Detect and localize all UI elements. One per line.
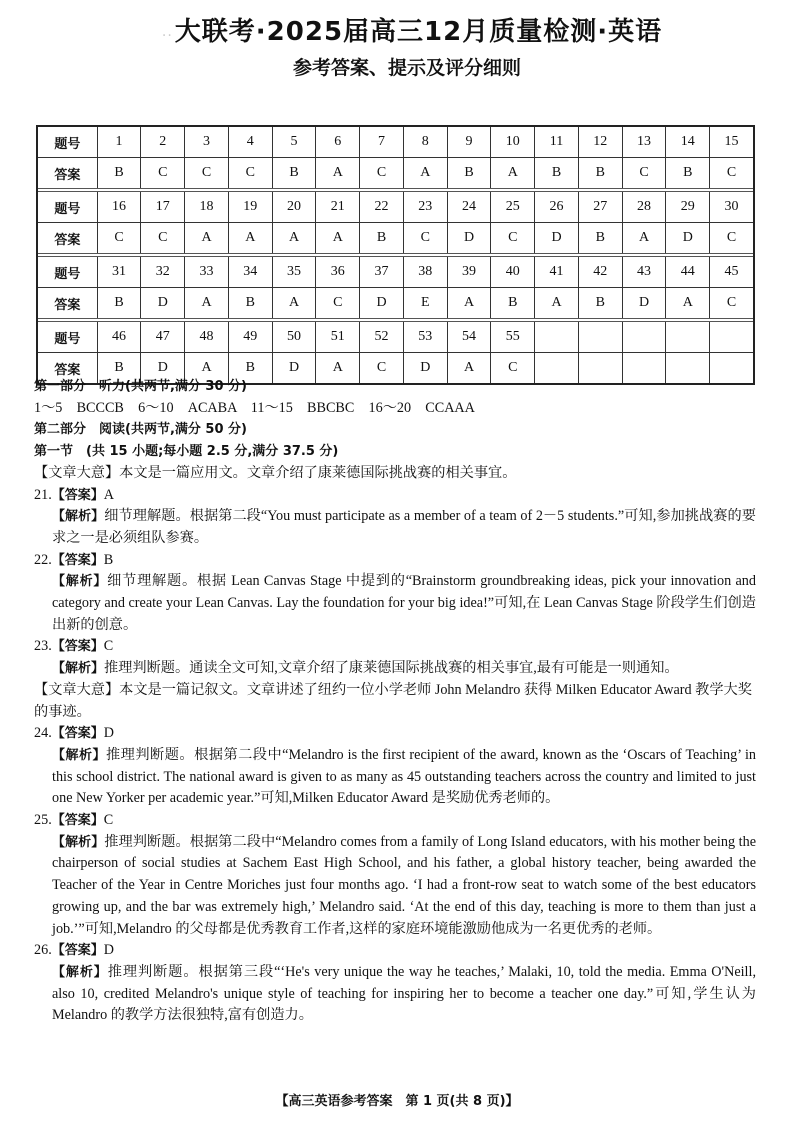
part1-heading: 第一部分 听力(共两节,满分 30 分) (34, 379, 247, 394)
answer-tag: 【答案】 (51, 726, 104, 742)
question-number-cell: 3 (184, 127, 228, 157)
analysis-text: 推理判断题。通读全文可知,文章介绍了康莱德国际挑战赛的相关事宜,最有可能是一则通知。 (104, 660, 679, 677)
answer-cell: C (184, 158, 228, 188)
question-number-cell: 37 (359, 257, 403, 287)
q24-analysis (34, 745, 756, 810)
part2-heading: 第二部分 阅读(共两节,满分 50 分) (34, 422, 247, 438)
answer-cell: C (140, 223, 184, 253)
question-number-cell: 33 (184, 257, 228, 287)
question-number-cell: 1 (97, 127, 141, 157)
summary-text: 本文是一篇记叙文。文章讲述了纽约一位小学老师 John Melandro 获得 Milken Educator Award 教学大奖的事迹。 (34, 681, 752, 720)
q21-analysis (34, 506, 756, 549)
question-number-row (38, 192, 753, 222)
answer-cell: C (228, 158, 272, 188)
row-label: 题号 (54, 331, 81, 347)
answer-row (38, 222, 753, 253)
answer-cell: C (709, 223, 753, 253)
question-number-row (38, 127, 753, 157)
question-number-cell: 14 (665, 127, 709, 157)
row-label: 题号 (54, 201, 81, 217)
answer-row (38, 157, 753, 188)
answer-cell: C (359, 353, 403, 383)
question-number-cell (709, 322, 753, 352)
answer-block (38, 253, 753, 318)
analysis-tag: 【解析】 (52, 964, 108, 980)
section1-heading: 第一节 (共 15 小题;每小题 2.5 分,满分 37.5 分) (34, 444, 339, 460)
answer-cell: C (359, 158, 403, 188)
answer-cell: A (272, 288, 316, 318)
answer-cell: D (140, 353, 184, 383)
answer-cell: A (447, 353, 491, 383)
question-number-cell: 31 (97, 257, 141, 287)
part1-answers: 1～5 BCCCB 6～10 ACABA 11～15 BBCBC 16～20 CCAAA (34, 399, 475, 416)
question-number-cell (622, 322, 666, 352)
question-number: 25. (34, 812, 52, 829)
summary-text: 本文是一篇应用文。文章介绍了康莱德国际挑战赛的相关事宜。 (119, 464, 517, 481)
answer-cell: B (272, 158, 316, 188)
question-number-cell: 49 (228, 322, 272, 352)
question-number-cell: 41 (534, 257, 578, 287)
passage-b-summary (34, 680, 756, 723)
answer-tag: 【答案】 (51, 813, 104, 829)
answer-tag: 【答案】 (51, 943, 104, 959)
answer-cell: A (447, 288, 491, 318)
question-number-cell: 46 (97, 322, 141, 352)
answer-tag: 【答案】 (51, 639, 104, 655)
row-label: 答案 (54, 232, 81, 248)
question-number-cell: 36 (315, 257, 359, 287)
answer-cell: D (403, 353, 447, 383)
question-number-cell: 19 (228, 192, 272, 222)
question-number-row (38, 257, 753, 287)
question-number-cell: 2 (140, 127, 184, 157)
question-number-cell: 20 (272, 192, 316, 222)
question-number-cell: 18 (184, 192, 228, 222)
answer-block (38, 318, 753, 383)
answer-cell: B (359, 223, 403, 253)
analysis-text: 细节理解题。根据第二段“You must participate as a member of a team of 2－5 students.”可知,参加挑战赛的要求之一是必须组队参赛。 (52, 508, 756, 546)
question-number-cell: 21 (315, 192, 359, 222)
question-number: 26. (34, 942, 52, 959)
answer-cell: B (97, 353, 141, 383)
answer-cell: C (490, 223, 534, 253)
answer-cell: B (578, 223, 622, 253)
question-number-row (38, 322, 753, 352)
question-number-cell (578, 322, 622, 352)
answer-cell: B (97, 288, 141, 318)
answer-cell: C (622, 158, 666, 188)
question-number-cell: 55 (490, 322, 534, 352)
answer-cell: D (447, 223, 491, 253)
question-number-cell: 6 (315, 127, 359, 157)
answer-cell: B (665, 158, 709, 188)
question-number-cell: 4 (228, 127, 272, 157)
passage-a-summary (34, 463, 756, 485)
title-faint-mark: ·· (161, 28, 173, 44)
row-label: 答案 (54, 167, 81, 183)
question-number-cell: 22 (359, 192, 403, 222)
answer-block (38, 127, 753, 188)
answer-row (38, 287, 753, 318)
question-number-cell (665, 322, 709, 352)
question-number-cell (534, 322, 578, 352)
answer-value: D (103, 942, 114, 959)
question-number-cell: 28 (622, 192, 666, 222)
question-number-cell: 44 (665, 257, 709, 287)
question-number-cell: 24 (447, 192, 491, 222)
question-number-cell: 15 (709, 127, 753, 157)
answer-value: D (103, 725, 114, 742)
question-number-cell: 30 (709, 192, 753, 222)
q24-answer (34, 723, 756, 745)
answer-cell: C (709, 288, 753, 318)
answer-cell: B (490, 288, 534, 318)
question-number-cell: 52 (359, 322, 403, 352)
question-number-cell: 40 (490, 257, 534, 287)
row-label: 答案 (54, 362, 81, 378)
answer-key-table (36, 125, 755, 385)
row-label: 题号 (54, 136, 81, 152)
question-number-cell: 9 (447, 127, 491, 157)
question-number-cell: 27 (578, 192, 622, 222)
question-number-cell: 25 (490, 192, 534, 222)
question-number: 24. (34, 725, 52, 742)
question-number-cell: 39 (447, 257, 491, 287)
q23-analysis (34, 658, 756, 680)
question-number-cell: 38 (403, 257, 447, 287)
answer-cell: A (184, 288, 228, 318)
answer-cell: D (140, 288, 184, 318)
answer-cell: B (578, 158, 622, 188)
row-label: 题号 (54, 266, 81, 282)
page-footer: 【高三英语参考答案 第 1 页(共 8 页)】 (275, 1094, 519, 1109)
question-number-cell: 53 (403, 322, 447, 352)
question-number-cell: 35 (272, 257, 316, 287)
answer-tag: 【答案】 (51, 552, 104, 568)
answer-value: C (103, 638, 114, 655)
question-number-cell: 26 (534, 192, 578, 222)
question-number-cell: 48 (184, 322, 228, 352)
answer-cell: B (447, 158, 491, 188)
analysis-text: 推理判断题。根据第二段中“Melandro comes from a family of Long Island educators, with his mother being the chairperson of social studies at Sachem East High School, and his father, a global history teacher, being awarded the Teacher of the Year in Centre Moriches just four months ago. ‘I had a front-row seat to watch some of the best educators growing up, and the bar was extremely high,’ Melandro said. ‘At the end of this day, teaching is more to them than just a job.’”可知,Melandro 的父母都是优秀教育工作者,这样的家庭环境能激励他成为一名更优秀的老师。 (52, 833, 756, 937)
answer-cell: A (403, 158, 447, 188)
question-number-cell: 54 (447, 322, 491, 352)
question-number-cell: 17 (140, 192, 184, 222)
analysis-text: 推理判断题。根据第三段“‘He's very unique the way he teaches,’ Malaki, 10, told the media. Emma O'Neill, also 10, credited Melandro's unique style of teaching for inspiring her to become a teacher one day.”可知,学生认为 Melandro 的教学方法很独特,富有创造力。 (52, 963, 756, 1024)
answer-cell: D (534, 223, 578, 253)
analysis-tag: 【解析】 (52, 509, 105, 525)
answer-cell: B (228, 288, 272, 318)
page-title (0, 14, 794, 54)
analysis-tag: 【解析】 (52, 661, 105, 677)
answer-cell: C (315, 288, 359, 318)
question-number-cell: 43 (622, 257, 666, 287)
answer-cell: E (403, 288, 447, 318)
answer-block (38, 188, 753, 253)
answer-cell: D (665, 223, 709, 253)
question-number-cell: 7 (359, 127, 403, 157)
answer-cell: A (490, 158, 534, 188)
answer-explanations (34, 376, 756, 1027)
q25-analysis (34, 832, 756, 941)
question-number-cell: 23 (403, 192, 447, 222)
analysis-text: 推理判断题。根据第二段中“Melandro is the first recipient of the award, known as the ‘Oscars of Teaching’ in this school district. The national award is given to as many as 45 outstanding teachers across the country and limited to just one New Yorker per academic year.”可知,Milken Educator Award 是奖励优秀老师的。 (52, 746, 756, 807)
question-number-cell: 16 (97, 192, 141, 222)
answer-cell: A (534, 288, 578, 318)
question-number-cell: 29 (665, 192, 709, 222)
answer-cell: B (534, 158, 578, 188)
answer-cell: A (228, 223, 272, 253)
answer-cell: C (709, 158, 753, 188)
q22-answer (34, 550, 756, 572)
q26-answer (34, 940, 756, 962)
q22-analysis (34, 571, 756, 636)
question-number-cell: 5 (272, 127, 316, 157)
summary-tag: 【文章大意】 (34, 464, 120, 481)
question-number-cell: 45 (709, 257, 753, 287)
q23-answer (34, 636, 756, 658)
answer-cell: B (228, 353, 272, 383)
answer-cell: D (359, 288, 403, 318)
question-number: 23. (34, 638, 52, 655)
question-number-cell: 51 (315, 322, 359, 352)
title-text: 大联考·2025届高三12月质量检测·英语 (174, 17, 663, 47)
answer-cell: A (665, 288, 709, 318)
answer-cell: C (490, 353, 534, 383)
question-number-cell: 12 (578, 127, 622, 157)
q25-answer (34, 810, 756, 832)
answer-cell: A (184, 353, 228, 383)
answer-cell: A (184, 223, 228, 253)
q21-answer (34, 485, 756, 507)
analysis-tag: 【解析】 (52, 834, 105, 850)
analysis-tag: 【解析】 (52, 747, 106, 763)
question-number-cell: 8 (403, 127, 447, 157)
answer-value: C (103, 812, 114, 829)
question-number: 22. (34, 551, 52, 568)
question-number-cell: 10 (490, 127, 534, 157)
answer-cell: C (403, 223, 447, 253)
answer-cell: B (97, 158, 141, 188)
question-number-cell: 34 (228, 257, 272, 287)
page-subtitle: 参考答案、提示及评分细则 (292, 57, 521, 79)
answer-cell: A (315, 353, 359, 383)
question-number-cell: 11 (534, 127, 578, 157)
analysis-text: 细节理解题。根据 Lean Canvas Stage 中提到的“Brainstorm groundbreaking ideas, pick your innovation and category and create your Lean Canvas. Lay the foundation for your big idea!”可知,在 Lean Canvas Stage 阶段学生们创造出新的创意。 (52, 573, 756, 633)
answer-cell: A (622, 223, 666, 253)
question-number-cell: 42 (578, 257, 622, 287)
answer-cell: A (315, 158, 359, 188)
question-number-cell: 32 (140, 257, 184, 287)
analysis-tag: 【解析】 (52, 574, 108, 590)
answer-cell: A (315, 223, 359, 253)
answer-value: A (103, 486, 114, 503)
summary-tag: 【文章大意】 (34, 681, 120, 698)
answer-cell: B (578, 288, 622, 318)
answer-tag: 【答案】 (51, 487, 104, 503)
answer-cell: D (272, 353, 316, 383)
question-number-cell: 50 (272, 322, 316, 352)
answer-value: B (103, 551, 114, 568)
question-number: 21. (34, 486, 52, 503)
question-number-cell: 47 (140, 322, 184, 352)
answer-cell: A (272, 223, 316, 253)
answer-cell: C (97, 223, 141, 253)
question-number-cell: 13 (622, 127, 666, 157)
answer-cell: C (140, 158, 184, 188)
row-label: 答案 (54, 297, 81, 313)
answer-cell: D (622, 288, 666, 318)
q26-analysis (34, 962, 756, 1027)
